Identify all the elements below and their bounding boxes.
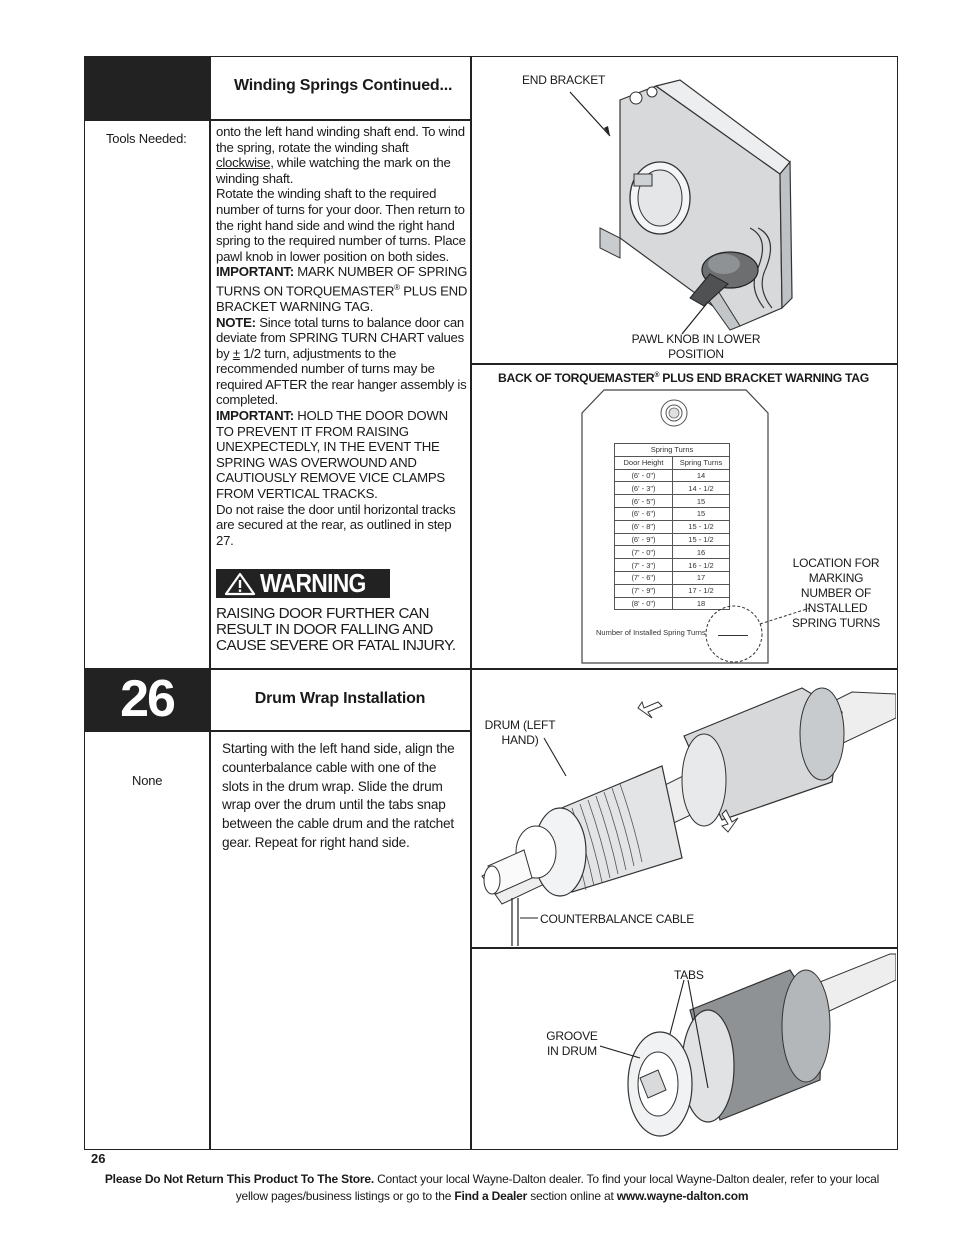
door-height-cell: (6' - 8")	[615, 520, 673, 533]
footer-bold-lead: Please Do Not Return This Product To The Store.	[104, 1172, 374, 1186]
warning-label: WARNING	[260, 568, 366, 598]
header-black-box	[85, 57, 209, 119]
door-height-cell: (7' - 0")	[615, 546, 673, 559]
important-1-a: MARK NUMBER OF SPRING TURNS ON TORQUEMASTER	[216, 264, 468, 299]
figure-divider-2	[470, 947, 897, 949]
para-2: Rotate the winding shaft to the required number of turns for your door. Then return to the right hand side and wind the right hand spring to the required number of turns. Place pawl knob in lower position on both sides.	[216, 186, 466, 264]
spring-turns-cell: 15 - 1/2	[673, 533, 730, 546]
para-1-underline: clockwise	[216, 155, 271, 171]
instructions-body	[216, 124, 468, 548]
spring-turns-cell: 16	[673, 546, 730, 559]
table-row	[615, 469, 730, 482]
tabs-label: TABS	[674, 968, 704, 982]
spring-turns-cell: 15	[673, 495, 730, 508]
spring-turns-cell: 14	[673, 469, 730, 482]
door-height-cell: (6' - 3")	[615, 482, 673, 495]
door-height-cell: (7' - 9")	[615, 584, 673, 597]
end-bracket-illustration	[560, 78, 800, 334]
pawl-knob-label: PAWL KNOB IN LOWER POSITION	[631, 332, 761, 361]
para-1-a: onto the left hand winding shaft end. To wind the spring, rotate the winding shaft	[216, 124, 465, 155]
step-rule-bottom	[85, 730, 471, 732]
table-row	[615, 559, 730, 572]
find-a-dealer-link[interactable]: Find a Dealer	[454, 1189, 528, 1203]
end-bracket-label: END BRACKET	[522, 73, 606, 87]
door-height-cell: (6' - 9")	[615, 533, 673, 546]
website-link[interactable]: www.wayne-dalton.com	[616, 1189, 749, 1203]
important-2-text: HOLD THE DOOR DOWN TO PREVENT IT FROM RAISING UNEXPECTEDLY, IN THE EVENT THE SPRING WAS OVERWOUND AND CAUTIOUSLY REMOVE VICE CLAMPS FROM VERTICAL TRACKS.	[216, 408, 448, 502]
table-row	[615, 507, 730, 520]
drum-illustration	[472, 672, 896, 946]
table-row	[615, 520, 730, 533]
page-number: 26	[91, 1151, 106, 1166]
door-height-cell: (7' - 6")	[615, 571, 673, 584]
tag-title-b: PLUS END BRACKET WARNING TAG	[659, 371, 869, 385]
section-title: Winding Springs Continued...	[234, 77, 453, 94]
warning-banner	[216, 569, 390, 598]
note-label: NOTE:	[216, 314, 256, 330]
tools-needed-label: Tools Needed:	[106, 131, 187, 146]
spring-turns-cell: 18	[673, 597, 730, 610]
door-height-cell: (7' - 3")	[615, 559, 673, 572]
important-2-label: IMPORTANT:	[216, 408, 294, 424]
table-row	[615, 482, 730, 495]
figure-divider-1	[470, 363, 897, 365]
warning-triangle-icon	[222, 571, 258, 597]
important-1-b: PLUS END BRACKET WARNING TAG.	[216, 283, 468, 314]
footer-text-a: Contact your local Wayne-Dalton dealer. To find your local Wayne-Dalton dealer, refer to your local yellow pages/business listings or go to the	[235, 1172, 880, 1203]
step-instructions: Starting with the left hand side, align the counterbalance cable with one of the slots in the drum wrap. Slide the drum wrap over the drum until the tabs snap between the cable drum and the ratchet gear. Repeat for right hand side.	[222, 741, 455, 850]
drum-label: DRUM (LEFT HAND)	[484, 718, 556, 747]
spring-turns-table	[614, 443, 730, 610]
important-2	[216, 408, 468, 502]
important-1	[216, 264, 468, 314]
para-last: Do not raise the door until horizontal tracks are secured at the rear, as outlined in step 27.	[216, 501, 456, 548]
door-height-cell: (8' - 0")	[615, 597, 673, 610]
note-b: 1/2 turn, adjustments to the recommended number of turns may be required AFTER the rear hanger assembly is completed.	[216, 345, 467, 408]
step-number: 26	[120, 670, 174, 728]
warning-text: RAISING DOOR FURTHER CAN RESULT IN DOOR FALLING AND CAUSE SEVERE OR FATAL INJURY.	[216, 605, 456, 654]
marking-location-label: LOCATION FOR MARKING NUMBER OF INSTALLED SPRING TURNS	[791, 556, 881, 630]
note-a: Since total turns to balance door can deviate from SPRING TURN CHART values by	[216, 314, 465, 361]
tag-title-a: BACK OF TORQUEMASTER	[498, 371, 655, 385]
table-row	[615, 495, 730, 508]
door-height-cell: (6' - 0")	[615, 469, 673, 482]
spring-turns-cell: 15 - 1/2	[673, 520, 730, 533]
registered-mark: ®	[394, 282, 400, 292]
important-1-label: IMPORTANT:	[216, 264, 294, 280]
col-divider-2	[470, 57, 472, 1150]
spring-turns-cell: 14 - 1/2	[673, 482, 730, 495]
table-row	[615, 571, 730, 584]
spring-turns-cell: 17	[673, 571, 730, 584]
spring-turns-cell: 15	[673, 507, 730, 520]
footer-text	[100, 1171, 884, 1205]
tag-title-reg: ®	[654, 371, 660, 379]
counterbalance-cable-label: COUNTERBALANCE CABLE	[540, 912, 695, 926]
table-row	[615, 546, 730, 559]
para-1-b: , while watching the mark on the winding shaft.	[216, 155, 451, 186]
door-height-cell: (6' - 5")	[615, 495, 673, 508]
spring-turns-cell: 17 - 1/2	[673, 584, 730, 597]
note	[216, 315, 468, 409]
drum-wrap-tabs-illustration	[600, 950, 896, 1148]
groove-label: GROOVE IN DRUM	[546, 1029, 598, 1058]
spring-turns-cell: 16 - 1/2	[673, 559, 730, 572]
footer-text-b: section online at	[527, 1189, 617, 1203]
para-1	[216, 124, 468, 186]
header-rule	[85, 119, 471, 121]
installed-turns-label: Number of Installed Spring Turns	[596, 628, 706, 637]
col-spring-turns: Spring Turns	[673, 456, 730, 469]
door-height-cell: (6' - 6")	[615, 507, 673, 520]
tag-title	[472, 371, 895, 385]
step-title: Drum Wrap Installation	[254, 690, 426, 707]
col-door-height: Door Height	[615, 456, 673, 469]
plus-minus: ±	[232, 345, 240, 361]
step-tools: None	[132, 773, 163, 788]
col-divider-1	[209, 57, 211, 1150]
spring-turns-table-title: Spring Turns	[615, 444, 730, 457]
table-row	[615, 533, 730, 546]
